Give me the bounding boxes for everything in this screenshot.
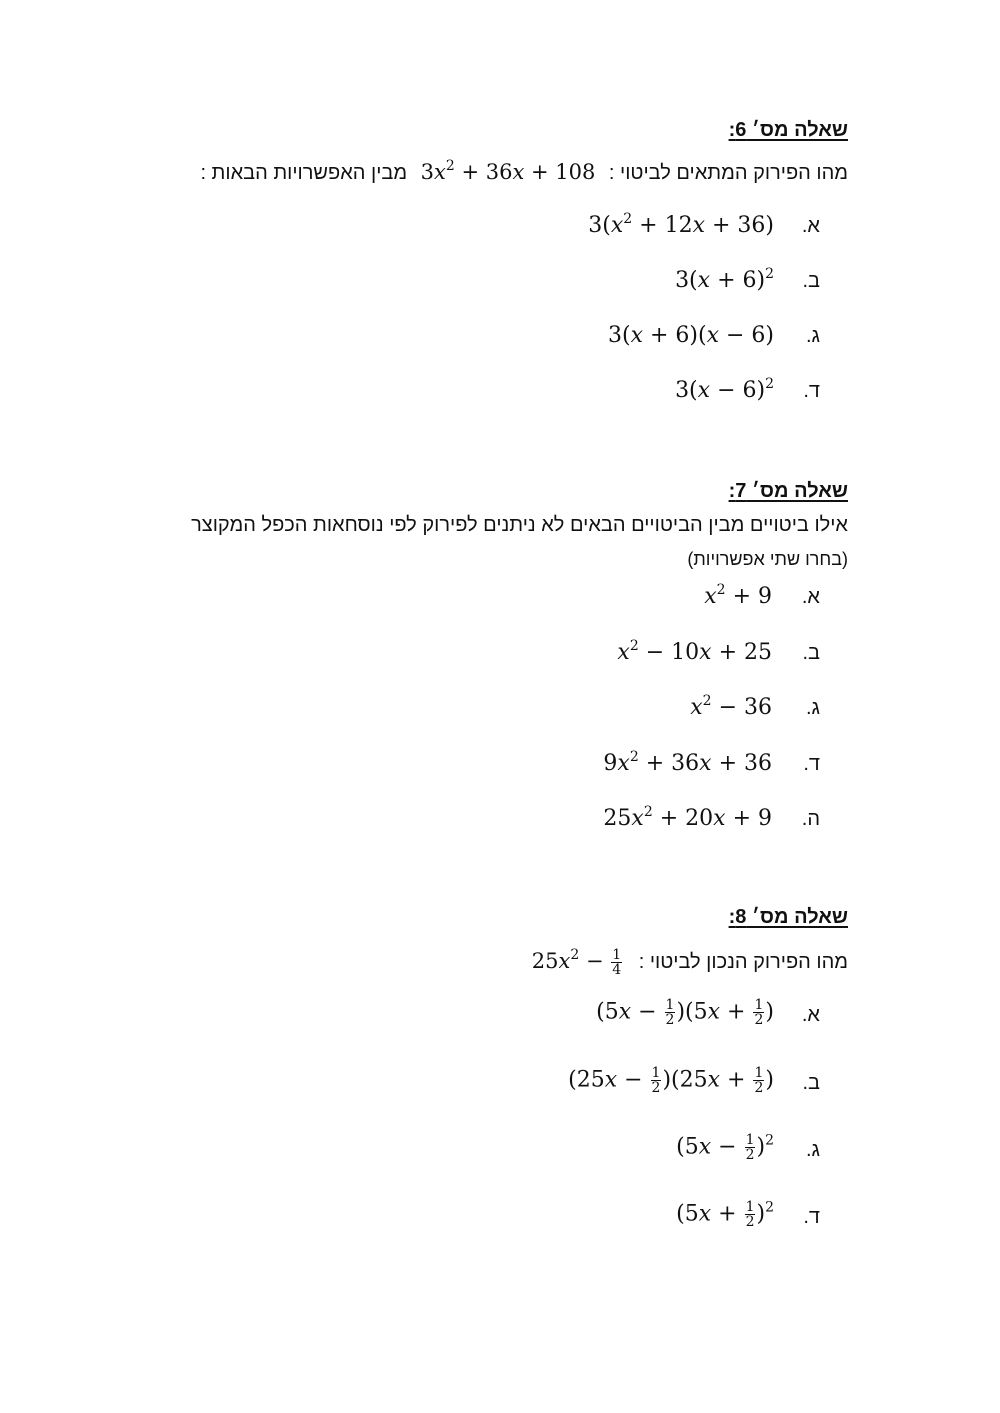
question-7-option-a[interactable] xyxy=(420,584,820,616)
question-7-option-e[interactable] xyxy=(420,806,820,838)
option-expression: $x^2 + 9$ xyxy=(704,582,772,609)
option-letter: ד. xyxy=(803,1206,820,1228)
question-6-option-c[interactable] xyxy=(420,323,820,355)
option-expression: $3(x^2 + 12x + 36)$ xyxy=(588,211,774,238)
option-expression: $x^2 - 36$ xyxy=(690,693,772,720)
question-6-title: שאלה מס׳ 6: xyxy=(728,119,848,141)
question-6-expression: $3x^2 + 36x + 108$ xyxy=(420,158,596,184)
question-8-expression: $25x^2$ − $\frac{1}{4}$ xyxy=(531,947,622,978)
question-6-prompt-after: מבין האפשרויות הבאות : xyxy=(200,162,408,184)
option-expression: $3(x + 6)^2$ xyxy=(675,266,774,293)
question-8-prompt-text: מהו הפירוק הנכון לביטוי : xyxy=(638,951,848,973)
option-letter: ב. xyxy=(802,270,820,292)
fraction: $\frac{1}{4}$ xyxy=(612,947,622,978)
question-6-prompt xyxy=(200,160,848,185)
option-letter: ה. xyxy=(801,808,820,830)
option-letter: ב. xyxy=(802,642,820,664)
option-expression: 3(x + 6)(x − 6) xyxy=(607,323,774,348)
question-6-prompt-before: מהו הפירוק המתאים לביטוי : xyxy=(608,162,848,184)
option-letter: א. xyxy=(801,1004,820,1026)
question-8-prompt xyxy=(532,948,848,977)
option-expression: $25x^2 + 20x + 9$ xyxy=(603,804,772,831)
option-letter: ד. xyxy=(803,380,820,402)
option-letter: א. xyxy=(801,215,820,237)
option-letter: א. xyxy=(801,586,820,608)
question-8-title: שאלה מס׳ 8: xyxy=(728,906,848,928)
option-expression: (5x + $\frac{1}{2}$ )$^2$ xyxy=(676,1199,774,1230)
option-expression: (25x − $\frac{1}{2}$ )(25x + $\frac{1}{2}$ ) xyxy=(568,1065,774,1096)
option-expression: $x^2 - 10x + 25$ xyxy=(617,638,772,665)
option-letter: ב. xyxy=(802,1072,820,1094)
option-letter: ג. xyxy=(805,1139,820,1161)
option-letter: ג. xyxy=(805,697,820,719)
question-7-note: (בחרו שתי אפשרויות) xyxy=(687,549,848,569)
question-8-option-a[interactable] xyxy=(420,998,820,1038)
question-7-option-b[interactable] xyxy=(420,640,820,672)
option-expression: $9x^2 + 36x + 36$ xyxy=(603,749,772,776)
question-8-option-d[interactable] xyxy=(420,1200,820,1240)
option-expression: (5x − $\frac{1}{2}$ )$^2$ xyxy=(676,1132,774,1163)
option-expression: $3(x - 6)^2$ xyxy=(675,376,774,403)
option-expression: (5x − $\frac{1}{2}$ )(5x + $\frac{1}{2}$ ) xyxy=(596,997,774,1028)
question-8-option-c[interactable] xyxy=(420,1133,820,1173)
question-7-prompt: אילו ביטויים מבין הביטויים הבאים לא ניתנים לפירוק לפי נוסחאות הכפל המקוצר xyxy=(191,514,848,536)
question-7-option-d[interactable] xyxy=(420,751,820,783)
question-6-option-d[interactable] xyxy=(420,378,820,410)
question-8-option-b[interactable] xyxy=(420,1066,820,1106)
question-6-option-a[interactable] xyxy=(420,213,820,245)
option-letter: ד. xyxy=(803,753,820,775)
question-7-title: שאלה מס׳ 7: xyxy=(728,480,848,502)
option-letter: ג. xyxy=(805,325,820,347)
question-6-option-b[interactable] xyxy=(420,268,820,300)
question-7-option-c[interactable] xyxy=(420,695,820,727)
